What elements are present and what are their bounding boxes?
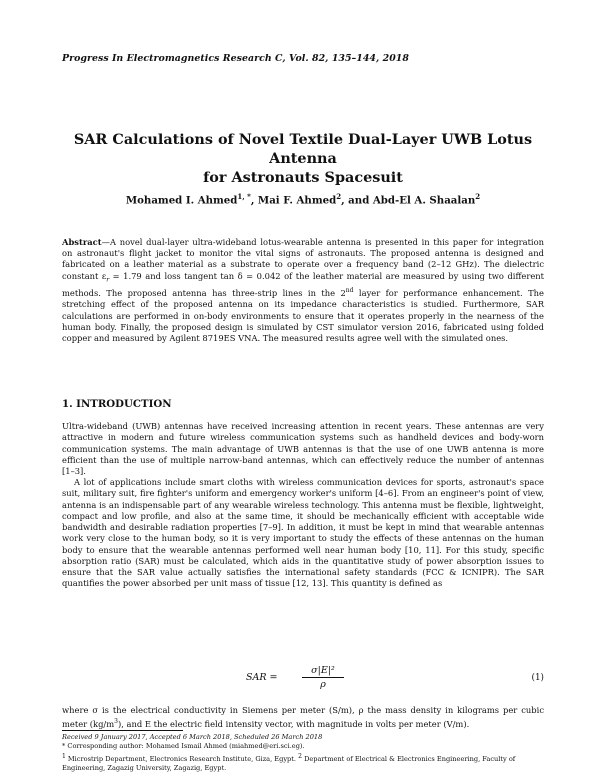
journal-header: Progress In Electromagnetics Research C, Vol. 82, 135–144, 2018 xyxy=(62,53,409,64)
footnote-rule xyxy=(62,730,183,731)
epsilon-subscript: r xyxy=(106,276,110,284)
abstract-text-c: layer for performance enhancement. The stretching effect of the proposed antenna on its impedance characteristics is studied. Furthermore, SAR calculations are performed in on-body environments to ensure that it operates properly in the nearness of the human body. Finally, the proposed design is simulated by CST simulator version 2016, fabricated using folded copper and measured by Agilent 8719ES VNA. The measured results agree well with the simulated ones. xyxy=(62,288,544,344)
equation-number: (1) xyxy=(531,673,544,683)
author-separator: , xyxy=(250,194,258,207)
section-heading-introduction: 1. INTRODUCTION xyxy=(62,398,172,410)
nd-superscript: nd xyxy=(345,287,354,295)
author-1-affiliation: 1, * xyxy=(237,192,251,201)
title-line-1: SAR Calculations of Novel Textile Dual-Layer UWB Lotus Antenna xyxy=(73,131,533,167)
abstract-text-a: —A novel dual-layer ultra-wideband lotus-wearable antenna is presented in this paper for integration on astronaut's flight jacket to monitor the vital signs of astronauts. The proposed antenna is designed and fabricated on a leather material as a substrate to operate over a frequency band (2–12 GHz). The dielectric constant ε xyxy=(62,237,544,281)
title-line-2: for Astronauts Spacesuit xyxy=(203,169,403,186)
affiliation-2-marker: 2 xyxy=(298,752,302,760)
paragraph-3 xyxy=(62,705,544,730)
abstract-label: Abstract xyxy=(62,237,102,247)
paragraph-3-text-b: ), and E the electric field intensity vector, with magnitude in volts per meter (V/m). xyxy=(118,719,470,730)
paper-page xyxy=(62,0,544,776)
corresponding-author: * Corresponding author: Mohamed Ismail Ahmed (miahmed@eri.sci.eg). xyxy=(62,742,305,751)
affiliation-1-marker: 1 xyxy=(62,752,66,760)
affiliation-1: Microstrip Department, Electronics Research Institute, Giza, Egypt. xyxy=(65,755,297,763)
abstract xyxy=(62,237,544,344)
equation-denominator: ρ xyxy=(320,679,326,690)
paragraph-1: Ultra-wideband (UWB) antennas have received increasing attention in recent years. These antennas are very attractive in modern and future wireless communication systems such as handheld devices and body-worn communication systems. The main advantage of UWB antennas is that the use of one UWB antenna is more efficient than the use of multiple narrow-band antennas, which can effectively reduce the number of antennas [1–3]. xyxy=(62,421,544,476)
paragraph-2 xyxy=(62,477,544,590)
equation-lhs: SAR = xyxy=(246,672,278,683)
author-3-affiliation: 2 xyxy=(475,192,481,201)
author-1: Mohamed I. Ahmed xyxy=(125,194,238,207)
paper-title xyxy=(62,130,544,187)
equation-sar xyxy=(62,665,544,695)
author-3: Abd-El A. Shaalan xyxy=(372,194,476,207)
equation-numerator: σ|E|² xyxy=(302,665,344,678)
affiliation-2: Department of Electrical & Electronics Engineering, Faculty of Engineering, Zagazig University, Zagazig, Egypt. xyxy=(62,755,516,773)
cube-superscript: 3 xyxy=(114,718,118,726)
paragraph-3-text-a: where σ is the electrical conductivity in Siemens per meter (S/m), ρ the mass density in kilograms per cubic meter (kg/m xyxy=(62,705,544,730)
affiliations xyxy=(62,752,544,774)
footnotes xyxy=(62,733,544,774)
paragraph-2-text: A lot of applications include smart cloths with wireless communication devices for sports, astronaut's space suit, military suit, fire fighter's uniform and emergency worker's uniform [4–6]. From an engineer's point of view, antenna is an indispensable part of any wearable wireless technology. This antenna must be flexible, lightweight, compact and low profile, and also at the same time, it should be mechanically efficient with acceptable wide bandwidth and desirable radiation properties [7–9]. In addition, it must be kept in mind that wearable antennas work very close to the human body, so it is very important to study the effects of these antennas on the human body to ensure that the wearable antennas performed well near human body [10, 11]. For this study, specific absorption ratio (SAR) must be calculated, which aids in the quantitative study of power absorption issues to ensure that the SAR value actually satisfies the international safety standards (FCC & ICNIPR). The SAR quantifies the power absorbed per unit mass of tissue [12, 13]. This quantity is defined as xyxy=(62,477,544,589)
author-list xyxy=(62,192,544,206)
equation-fraction xyxy=(302,665,344,690)
author-separator: , and xyxy=(341,194,373,207)
author-2: Mai F. Ahmed xyxy=(257,194,337,207)
author-2-affiliation: 2 xyxy=(336,192,342,201)
abstract-text-b: = 1.79 and loss tangent tan δ = 0.042 of the leather material are measured by using two different methods. The proposed antenna has three-strip lines in the 2 xyxy=(62,270,544,299)
received-dates: Received 9 January 2017, Accepted 6 March 2018, Scheduled 26 March 2018 xyxy=(62,733,323,741)
